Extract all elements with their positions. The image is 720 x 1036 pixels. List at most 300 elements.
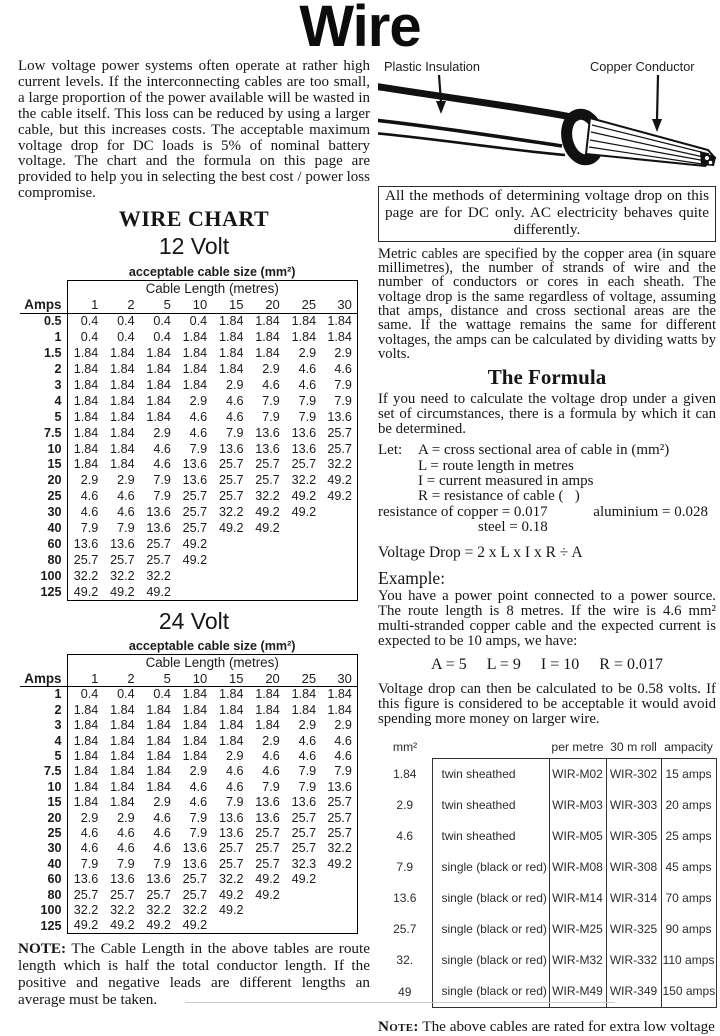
cable-size-value: 32.2 — [67, 568, 103, 584]
cable-size-value: 4.6 — [67, 826, 103, 841]
amps-value: 3 — [54, 718, 62, 733]
cable-size-value: 4.6 — [321, 733, 357, 748]
cable-size-value: 13.6 — [182, 457, 208, 472]
cable-length-label: Cable Length (metres) — [67, 281, 357, 297]
amps-value: 0.5 — [43, 314, 62, 329]
product-column-header: ampacity — [664, 739, 713, 754]
cable-size-value: 25.7 — [146, 536, 171, 551]
left-column — [18, 59, 370, 1008]
cable-size-value: 4.6 — [67, 489, 103, 505]
length-column-header: 1 — [67, 671, 103, 687]
cable-size-value: 13.6 — [218, 441, 244, 456]
wire-chart-heading: WIRE CHART — [118, 206, 270, 232]
product-cell: single (black or red) — [432, 945, 549, 976]
amps-value: 5 — [54, 409, 62, 424]
cable-size-value: 13.6 — [182, 841, 208, 856]
cable-size-value: 1.84 — [110, 702, 135, 717]
cable-size-value: 49.2 — [291, 872, 317, 887]
cable-size-value: 2.9 — [225, 748, 244, 763]
product-cell: WIR-349 — [606, 976, 661, 1008]
cable-size-value: 49.2 — [182, 552, 208, 567]
cable-size-value: 7.9 — [189, 825, 208, 840]
amps-value: 10 — [47, 779, 62, 794]
amps-value: 7.5 — [43, 425, 62, 440]
cable-size-value — [321, 887, 357, 902]
cable-size-value: 1.84 — [110, 733, 135, 748]
product-table — [378, 733, 717, 1008]
product-cell: 110 amps — [661, 945, 716, 976]
cable-size-value: 7.9 — [321, 377, 357, 393]
cable-size-value — [248, 918, 284, 934]
cable-size-value: 0.4 — [189, 314, 208, 329]
cable-size-value: 2.9 — [262, 362, 280, 377]
example-values: A = 5 L = 9 I = 10 R = 0.017 — [431, 655, 663, 673]
cable-size-value — [285, 568, 321, 584]
intro-paragraph: Low voltage power systems often operate at rather high current levels. If the interconnecting cables are too small, a large proportion of the power available will be wasted in the cable itself. This loss can be reduced by using a larger cable, but this increases costs. The acceptable maximum voltage drop for DC loads is 5% of nominal battery voltage. The chart and the formula on this page are provided to help you in selecting the best cost / power loss compromise. — [18, 58, 370, 202]
length-column-header: 20 — [248, 297, 284, 313]
cable-size-value: 1.84 — [110, 779, 135, 794]
cable-size-value: 1.84 — [255, 346, 280, 361]
cable-size-value: 13.6 — [218, 810, 244, 825]
cable-size-value — [248, 903, 284, 918]
cable-size-value: 32.2 — [218, 872, 244, 887]
cable-size-value: 1.84 — [255, 718, 280, 733]
cable-size-value: 13.6 — [182, 473, 208, 488]
cable-size-value: 1.84 — [182, 378, 208, 393]
resistance-aluminium: aluminium = 0.028 — [593, 503, 708, 520]
cable-size-value: 49.2 — [103, 584, 139, 600]
page-title: Wire — [299, 0, 421, 59]
chart-12v-heading: 12 Volt — [158, 233, 230, 260]
cable-size-value: 49.2 — [321, 473, 357, 489]
cable-size-value: 2.9 — [117, 810, 135, 825]
cable-size-value: 4.6 — [225, 409, 244, 424]
amps-value: 2 — [54, 362, 62, 377]
cable-size-value: 1.84 — [255, 702, 280, 717]
cable-size-value: 1.84 — [218, 362, 244, 377]
cable-size-value: 1.84 — [218, 718, 244, 733]
cable-size-value: 1.84 — [110, 425, 135, 440]
product-cell: single (black or red) — [432, 976, 549, 1008]
amps-value: 30 — [47, 841, 62, 856]
cable-size-value: 4.6 — [189, 409, 208, 424]
cable-size-value: 1.84 — [321, 687, 357, 703]
cable-size-value: 1.84 — [67, 409, 103, 425]
cable-size-value: 7.9 — [153, 489, 171, 504]
cable-size-value: 4.6 — [67, 505, 103, 521]
cable-size-value: 25.7 — [321, 826, 357, 841]
cable-size-value: 25.7 — [182, 872, 208, 887]
amps-value: 80 — [47, 552, 62, 567]
amps-value: 7.5 — [43, 764, 62, 779]
cable-size-value: 7.9 — [153, 473, 171, 488]
example-heading: Example: — [378, 567, 446, 588]
cable-size-value: 1.84 — [67, 377, 103, 393]
cable-size-value — [176, 568, 212, 584]
cable-size-value: 2.9 — [153, 795, 171, 810]
cable-size-value: 1.84 — [182, 346, 208, 361]
cable-size-value: 25.7 — [67, 887, 103, 902]
product-cell: WIR-M05 — [549, 821, 606, 852]
amps-value: 5 — [54, 748, 62, 763]
cable-size-value: 13.6 — [146, 521, 171, 536]
note-label: NOTE: — [18, 940, 67, 958]
cable-size-value: 13.6 — [255, 795, 280, 810]
cable-size-value: 32.2 — [255, 489, 280, 504]
chart-24v-heading: 24 Volt — [158, 607, 230, 634]
amps-value: 100 — [40, 902, 62, 917]
arrow-down-icon — [652, 75, 662, 132]
product-cell: WIR-303 — [606, 790, 661, 821]
cable-size-value: 0.4 — [153, 687, 171, 702]
spacer-cell — [20, 264, 67, 280]
resistance-copper: resistance of copper = 0.017 — [378, 503, 548, 520]
cable-size-value: 49.2 — [218, 887, 244, 902]
cable-size-value: 49.2 — [218, 521, 244, 536]
cable-size-value: 49.2 — [182, 536, 208, 551]
cable-size-value: 1.84 — [67, 749, 103, 764]
cable-size-value: 13.6 — [110, 536, 135, 551]
cable-size-value: 25.7 — [182, 489, 208, 504]
amps-value: 1 — [54, 330, 62, 345]
product-cell: WIR-M25 — [549, 914, 606, 945]
cable-size-value: 25.7 — [321, 425, 357, 441]
cable-size-value: 4.6 — [117, 825, 135, 840]
cable-size-value: 4.6 — [262, 378, 280, 393]
cable-size-value: 13.6 — [182, 856, 208, 871]
product-cell: WIR-332 — [606, 945, 661, 976]
cable-size-value — [285, 887, 321, 902]
product-cell: WIR-314 — [606, 883, 661, 914]
cable-size-value — [248, 536, 284, 552]
cable-size-value: 13.6 — [321, 409, 357, 425]
length-column-header: 25 — [285, 671, 321, 687]
cable-size-value — [212, 568, 248, 584]
cable-size-value — [212, 584, 248, 600]
product-cell: 25.7 — [393, 922, 417, 937]
cable-size-value: 7.9 — [153, 856, 171, 871]
cable-size-value: 1.84 — [110, 748, 135, 763]
cable-size-value: 4.6 — [189, 779, 208, 794]
amps-value: 10 — [47, 441, 62, 456]
cable-size-value: 25.7 — [218, 841, 244, 856]
cable-size-value — [321, 520, 357, 536]
cable-size-value: 1.84 — [182, 748, 208, 763]
cable-size-value: 4.6 — [298, 748, 317, 763]
cable-size-value: 1.84 — [291, 702, 317, 717]
amps-value: 20 — [47, 473, 62, 488]
cable-size-value — [248, 568, 284, 584]
formula-intro: If you need to calculate the voltage drop under a given set of circumstances, there is a formula by which it can be determined. — [378, 391, 716, 438]
amps-value: 60 — [47, 872, 62, 887]
cable-size-value: 49.2 — [321, 856, 357, 871]
cable-size-value: 4.6 — [321, 362, 357, 378]
cable-size-value — [321, 536, 357, 552]
cable-size-value: 0.4 — [67, 313, 103, 329]
cable-size-value: 4.6 — [321, 749, 357, 764]
amps-value: 20 — [47, 810, 62, 825]
cable-size-value: 13.6 — [291, 425, 317, 440]
cable-size-value: 49.2 — [140, 584, 176, 600]
cable-size-value: 7.9 — [298, 409, 317, 424]
cable-size-value: 4.6 — [153, 810, 171, 825]
cable-size-value: 49.2 — [140, 918, 176, 934]
cable-size-value: 7.9 — [189, 441, 208, 456]
diagram-label-plastic-insulation: Plastic Insulation — [384, 59, 481, 74]
page-bottom-rule — [185, 1002, 615, 1003]
product-column-header — [432, 733, 549, 759]
cable-size-value: 13.6 — [255, 441, 280, 456]
amps-value: 1.5 — [43, 346, 62, 361]
cable-size-value: 4.6 — [153, 457, 171, 472]
cable-size-value: 32.2 — [182, 902, 208, 917]
cable-size-value: 1.84 — [67, 718, 103, 733]
amps-value: 3 — [54, 378, 62, 393]
length-column-header: 10 — [176, 671, 212, 687]
length-column-header: 30 — [321, 297, 357, 313]
cable-size-value: 7.9 — [189, 810, 208, 825]
cable-size-value: 1.84 — [67, 425, 103, 441]
product-cell: WIR-M32 — [549, 945, 606, 976]
cable-size-value: 25.7 — [291, 457, 317, 472]
note-label: Note: — [378, 1017, 419, 1035]
cable-size-value: 2.9 — [67, 473, 103, 489]
cable-size-value: 13.6 — [255, 810, 280, 825]
cable-size-value: 7.9 — [262, 779, 280, 794]
cable-size-value: 4.6 — [298, 733, 317, 748]
cable-size-value: 1.84 — [255, 314, 280, 329]
cable-size-value: 1.84 — [67, 764, 103, 779]
cable-size-value: 1.84 — [255, 687, 280, 702]
product-column-header: 30 m roll — [610, 739, 657, 754]
product-cell: twin sheathed — [432, 821, 549, 852]
product-cell: 1.84 — [393, 767, 417, 782]
cable-size-value: 32.2 — [321, 841, 357, 856]
let-label: Let: — [378, 442, 403, 459]
cable-size-value: 25.7 — [218, 473, 244, 488]
cable-size-value: 32.3 — [291, 856, 317, 871]
amps-value: 125 — [40, 918, 62, 933]
cable-size-value: 49.2 — [291, 505, 317, 520]
cable-size-value: 1.84 — [67, 362, 103, 378]
metric-cables-paragraph: Metric cables are specified by the copper area (in square millimetres), the number of strands of wire and the number of conductors or cores in each sheath. The voltage drop is the same regardless of voltage, assuming that amps, distance and cross sectional areas are the same. If the wattage remains the same for different voltages, the amps can be calculated by dividing watts by volts. — [378, 245, 716, 362]
product-cell: WIR-M08 — [549, 852, 606, 883]
cable-size-value: 13.6 — [67, 536, 103, 552]
wire-table-24v — [20, 639, 358, 934]
cable-size-value: 2.9 — [298, 718, 317, 733]
cable-size-value: 49.2 — [103, 918, 139, 934]
cable-size-value: 49.2 — [255, 521, 280, 536]
cable-size-value: 7.9 — [262, 393, 280, 408]
product-cell: 4.6 — [396, 829, 414, 844]
cable-size-value: 25.7 — [182, 521, 208, 536]
cable-size-value: 4.6 — [153, 441, 171, 456]
length-column-header: 15 — [212, 671, 248, 687]
amps-value: 125 — [40, 584, 62, 599]
product-cell: WIR-308 — [606, 852, 661, 883]
cable-size-value: 1.84 — [146, 733, 171, 748]
cable-size-value: 49.2 — [291, 489, 317, 504]
note-text: The above cables are rated for extra low voltage — [418, 1017, 715, 1035]
cable-size-value: 1.84 — [110, 346, 135, 361]
amps-value: 4 — [54, 733, 62, 748]
acceptable-cable-size-title: acceptable cable size (mm²) — [128, 264, 296, 279]
cable-size-value: 7.9 — [262, 409, 280, 424]
cable-size-value: 49.2 — [255, 887, 280, 902]
cable-size-value: 2.9 — [321, 346, 357, 362]
product-cell: twin sheathed — [432, 790, 549, 821]
cable-size-value: 49.2 — [255, 505, 280, 520]
let-line-a: A = cross sectional area of cable in (mm²) — [418, 442, 670, 459]
cable-size-value — [321, 584, 357, 600]
cable-drawing — [378, 86, 716, 166]
amps-column-header: Amps — [20, 297, 67, 313]
cable-size-value: 4.6 — [298, 378, 317, 393]
cable-size-value: 32.2 — [110, 568, 135, 583]
spacer-cell — [20, 639, 67, 655]
cable-size-value: 1.84 — [146, 393, 171, 408]
cable-length-label: Cable Length (metres) — [67, 655, 357, 671]
cable-size-value: 25.7 — [218, 489, 244, 504]
cable-size-value: 1.84 — [67, 702, 103, 717]
cable-size-value: 2.9 — [153, 425, 171, 440]
formula-heading: The Formula — [487, 365, 607, 390]
cable-size-value: 25.7 — [255, 856, 280, 871]
cable-size-value: 32.2 — [146, 568, 171, 583]
let-line-l: L = route length in metres — [418, 457, 574, 474]
cable-size-value: 4.6 — [298, 362, 317, 377]
cable-size-value: 0.4 — [153, 330, 171, 345]
cable-size-value: 25.7 — [321, 810, 357, 825]
cable-size-value: 1.84 — [182, 702, 208, 717]
cable-size-value: 25.7 — [255, 825, 280, 840]
right-column — [378, 58, 716, 1036]
cable-size-value: 1.84 — [146, 378, 171, 393]
cable-size-value: 4.6 — [117, 505, 135, 520]
cable-size-value — [285, 584, 321, 600]
cable-size-value: 25.7 — [110, 887, 135, 902]
cable-size-value: 1.84 — [218, 702, 244, 717]
note-text: The Cable Length in the above tables are route length which is half the total conductor length. If the positive and negative leads are different lengths an average must be taken. — [18, 940, 370, 1008]
cable-size-value: 32.2 — [67, 903, 103, 918]
cable-size-value: 25.7 — [291, 841, 317, 856]
cable-size-value: 1.84 — [146, 702, 171, 717]
cable-size-value: 7.9 — [225, 425, 244, 440]
cable-size-value — [212, 536, 248, 552]
cable-size-value: 0.4 — [67, 687, 103, 703]
cable-size-value — [285, 520, 321, 536]
cable-size-value: 4.6 — [225, 779, 244, 794]
cable-size-value: 7.9 — [67, 856, 103, 871]
cable-size-value: 1.84 — [110, 409, 135, 424]
cable-size-value: 4.6 — [225, 764, 244, 779]
cable-size-value: 1.84 — [146, 779, 171, 794]
let-line-r: R = resistance of cable ( ) — [418, 488, 580, 505]
cable-size-value: 13.6 — [146, 505, 171, 520]
cable-size-value: 32.2 — [321, 457, 357, 473]
cable-size-value: 25.7 — [255, 841, 280, 856]
cable-size-value: 1.84 — [218, 314, 244, 329]
amps-value: 25 — [47, 489, 62, 504]
cable-size-value: 1.84 — [146, 409, 171, 424]
cable-size-value: 49.2 — [255, 872, 280, 887]
product-cell: WIR-325 — [606, 914, 661, 945]
cable-size-value: 25.7 — [218, 856, 244, 871]
cable-size-value: 13.6 — [255, 425, 280, 440]
product-cell: WIR-M14 — [549, 883, 606, 914]
cable-size-value: 1.84 — [218, 330, 244, 345]
cable-size-value: 0.4 — [67, 330, 103, 346]
cable-size-value: 1.84 — [110, 441, 135, 456]
amps-value: 60 — [47, 536, 62, 551]
cable-size-value: 25.7 — [146, 552, 171, 567]
cable-size-value: 25.7 — [146, 887, 171, 902]
cable-size-value: 1.84 — [321, 702, 357, 717]
cable-size-value: 32.2 — [146, 902, 171, 917]
cable-size-value: 0.4 — [153, 314, 171, 329]
cable-size-value: 1.84 — [67, 457, 103, 473]
cable-size-value: 1.84 — [182, 718, 208, 733]
cable-size-value: 1.84 — [291, 687, 317, 702]
cable-size-value: 1.84 — [110, 457, 135, 472]
cable-size-value — [285, 903, 321, 918]
cable-size-value: 25.7 — [67, 552, 103, 568]
cable-size-value: 4.6 — [67, 841, 103, 856]
product-cell: twin sheathed — [432, 758, 549, 790]
cable-size-value: 0.4 — [117, 330, 135, 345]
product-cell: WIR-302 — [606, 758, 661, 790]
cable-size-value: 1.84 — [291, 330, 317, 345]
amps-value: 4 — [54, 393, 62, 408]
cable-size-value: 1.84 — [321, 313, 357, 329]
example-conclusion: Voltage drop can then be calculated to be 0.58 volts. If this figure is considered to be acceptable it would avoid spending more money on larger wire. — [378, 680, 716, 727]
cable-size-value: 13.6 — [110, 872, 135, 887]
resistance-steel: steel = 0.18 — [478, 519, 548, 536]
product-column-header: per metre — [551, 739, 604, 754]
length-column-header: 1 — [67, 297, 103, 313]
amps-value: 15 — [47, 795, 62, 810]
cable-size-value — [321, 505, 357, 521]
cable-size-value: 1.84 — [110, 795, 135, 810]
cable-size-value: 1.84 — [67, 393, 103, 409]
cable-size-value — [285, 536, 321, 552]
cable-size-value: 4.6 — [225, 393, 244, 408]
amps-value: 30 — [47, 505, 62, 520]
cable-size-value: 4.6 — [189, 795, 208, 810]
cable-size-value: 1.84 — [146, 764, 171, 779]
length-column-header: 15 — [212, 297, 248, 313]
cable-size-value: 7.9 — [321, 393, 357, 409]
cable-size-value: 25.7 — [255, 457, 280, 472]
cable-size-value: 1.84 — [110, 378, 135, 393]
product-cell: 150 amps — [661, 976, 716, 1008]
cable-size-value: 1.84 — [67, 346, 103, 362]
cable-diagram — [378, 58, 716, 176]
cable-size-value: 13.6 — [291, 795, 317, 810]
cable-size-value: 32.2 — [218, 505, 244, 520]
cable-size-value — [176, 584, 212, 600]
cable-size-value: 7.9 — [225, 795, 244, 810]
cable-size-value: 32.2 — [291, 473, 317, 488]
voltage-drop-formula: Voltage Drop = 2 x L x I x R ÷ A — [378, 543, 583, 561]
amps-value: 2 — [54, 702, 62, 717]
cable-size-value: 1.84 — [67, 733, 103, 748]
cable-size-value: 7.9 — [298, 393, 317, 408]
cable-size-value: 25.7 — [291, 825, 317, 840]
cable-size-value: 25.7 — [321, 795, 357, 810]
diagram-label-copper-conductor: Copper Conductor — [590, 59, 695, 74]
cable-size-value: 1.84 — [291, 314, 317, 329]
